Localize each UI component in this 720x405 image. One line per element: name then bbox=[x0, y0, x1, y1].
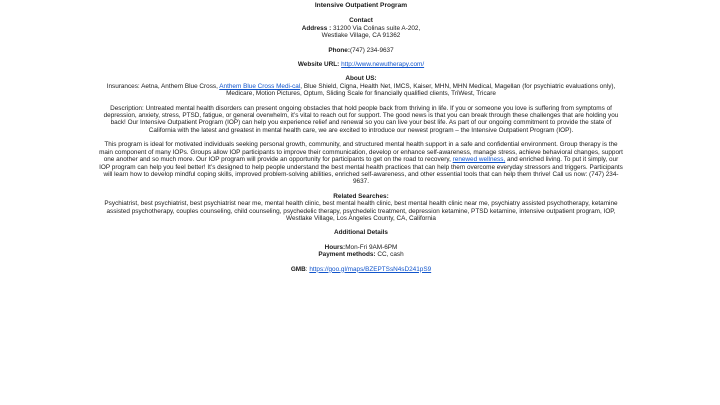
additional-section bbox=[98, 229, 624, 236]
hours-payment-section bbox=[98, 244, 624, 259]
page-title: Intensive Outpatient Program bbox=[314, 2, 408, 9]
gmb-link[interactable]: https://goo.gl/maps/BZEPTSsN4sD241pS9 bbox=[309, 265, 432, 273]
address-label: Address : bbox=[301, 24, 332, 32]
program-section bbox=[98, 141, 624, 185]
about-section bbox=[98, 75, 624, 97]
related-text: Psychiatrist, best psychiatrist, best psychiatrist near me, mental health clinic, best mental health clinic, best mental health clinic near me, psychiatry assisted psychotherapy, ketamine assisted psychotherapy, couples counseling, child counseling, psychedelic therapy, psychedelic treatment, depression ketamine, PTSD ketamine, intensive outpatient program, IOP, Westlake Village, Los Angeles County, CA, California bbox=[104, 200, 618, 222]
gmb-label: GMB bbox=[290, 265, 306, 273]
related-section bbox=[98, 193, 624, 223]
renewed-wellness-link[interactable]: renewed wellness, bbox=[452, 156, 506, 164]
phone-label: Phone: bbox=[328, 46, 350, 54]
description-paragraph: Description: Untreated mental health disorders can present ongoing obstacles that hold people back from thriving in life. If you or someone you love is suffering from symptoms of depression, anxiety, stress, PTSD, fatigue, or general overwhelm, it’s vital to reach out for support. The good news is that you can break through these challenges that are holding you back! Our Intensive Outpatient Program (IOP) can help you experience relief and renewal so you can live your best life. As part of our ongoing commitment to provide the state of California with the latest and greatest in mental health care, we are excited to introduce our newest program – the Intensive Outpatient Program (IOP). bbox=[103, 104, 619, 134]
additional-heading: Additional Details bbox=[334, 229, 388, 237]
insurances-paragraph bbox=[98, 83, 624, 98]
website-section bbox=[98, 61, 624, 68]
payment-value: CC, cash bbox=[375, 251, 404, 259]
hours-value: Mon-Fri 9AM-6PM bbox=[345, 243, 398, 251]
address-line2: Westlake Village, CA 91362 bbox=[321, 32, 401, 40]
description-section bbox=[98, 105, 624, 135]
gmb-separator: : bbox=[305, 265, 310, 273]
related-heading: Related Searches: bbox=[333, 192, 389, 200]
hours-label: Hours: bbox=[324, 243, 346, 251]
website-label: Website URL: bbox=[297, 61, 340, 69]
hours-line bbox=[98, 244, 624, 251]
payment-label: Payment methods: bbox=[318, 251, 376, 259]
address-line1: 31200 Via Colinas suite A-202, bbox=[332, 24, 421, 32]
payment-line bbox=[98, 251, 624, 258]
program-paragraph bbox=[98, 141, 624, 185]
insurance-link[interactable]: Anthem Blue Cross Medi-cal bbox=[219, 82, 301, 90]
website-link[interactable]: http://www.newutherapy.com/ bbox=[341, 61, 425, 69]
contact-section bbox=[98, 17, 624, 39]
gmb-line bbox=[98, 266, 624, 273]
insurances-text-end: , Blue Shield, Cigna, Health Net, IMCS, Kaiser, MHN, MHN Medical, Magellan (for psychiatric evaluations only), Medicare, Motion Pictures, Optum, Sliding Scale for financially qualified clients, TriWest, Tricare bbox=[226, 82, 616, 98]
about-heading: About US: bbox=[345, 75, 377, 83]
address-line bbox=[98, 25, 624, 32]
phone-line bbox=[98, 47, 624, 54]
phone-section bbox=[98, 47, 624, 54]
program-text-end: and enriched living. To put it simply, our IOP program can help you feel better! It’s designed to help people understand the best mental health practices that can help them overcome everyday stressors and triggers. Participants will learn how to develop mindful coping skills, improved problem-solving abilities, enriched self-awareness, and other essential tools that can help them thrive! Call us now: (747) 234-9637. bbox=[99, 156, 623, 186]
website-line bbox=[98, 61, 624, 68]
document-body bbox=[98, 2, 624, 280]
program-text-start: This program is ideal for motivated individuals seeking personal growth, community, and structured mental health support in a safe and confidential environment. Group therapy is the main component of many IOPs. Groups allow IOP participants to improve their communication, develop or enhance self-awareness, manage stress, achieve behavioral changes, support one another and so much more. Our IOP program will provide an opportunity for participants to get on the road to recovery, bbox=[99, 141, 623, 164]
insurances-text-start: Insurances: Aetna, Anthem Blue Cross, bbox=[106, 82, 220, 90]
phone-value: (747) 234-9637 bbox=[349, 46, 394, 54]
contact-heading: Contact bbox=[349, 17, 373, 25]
gmb-section bbox=[98, 266, 624, 273]
